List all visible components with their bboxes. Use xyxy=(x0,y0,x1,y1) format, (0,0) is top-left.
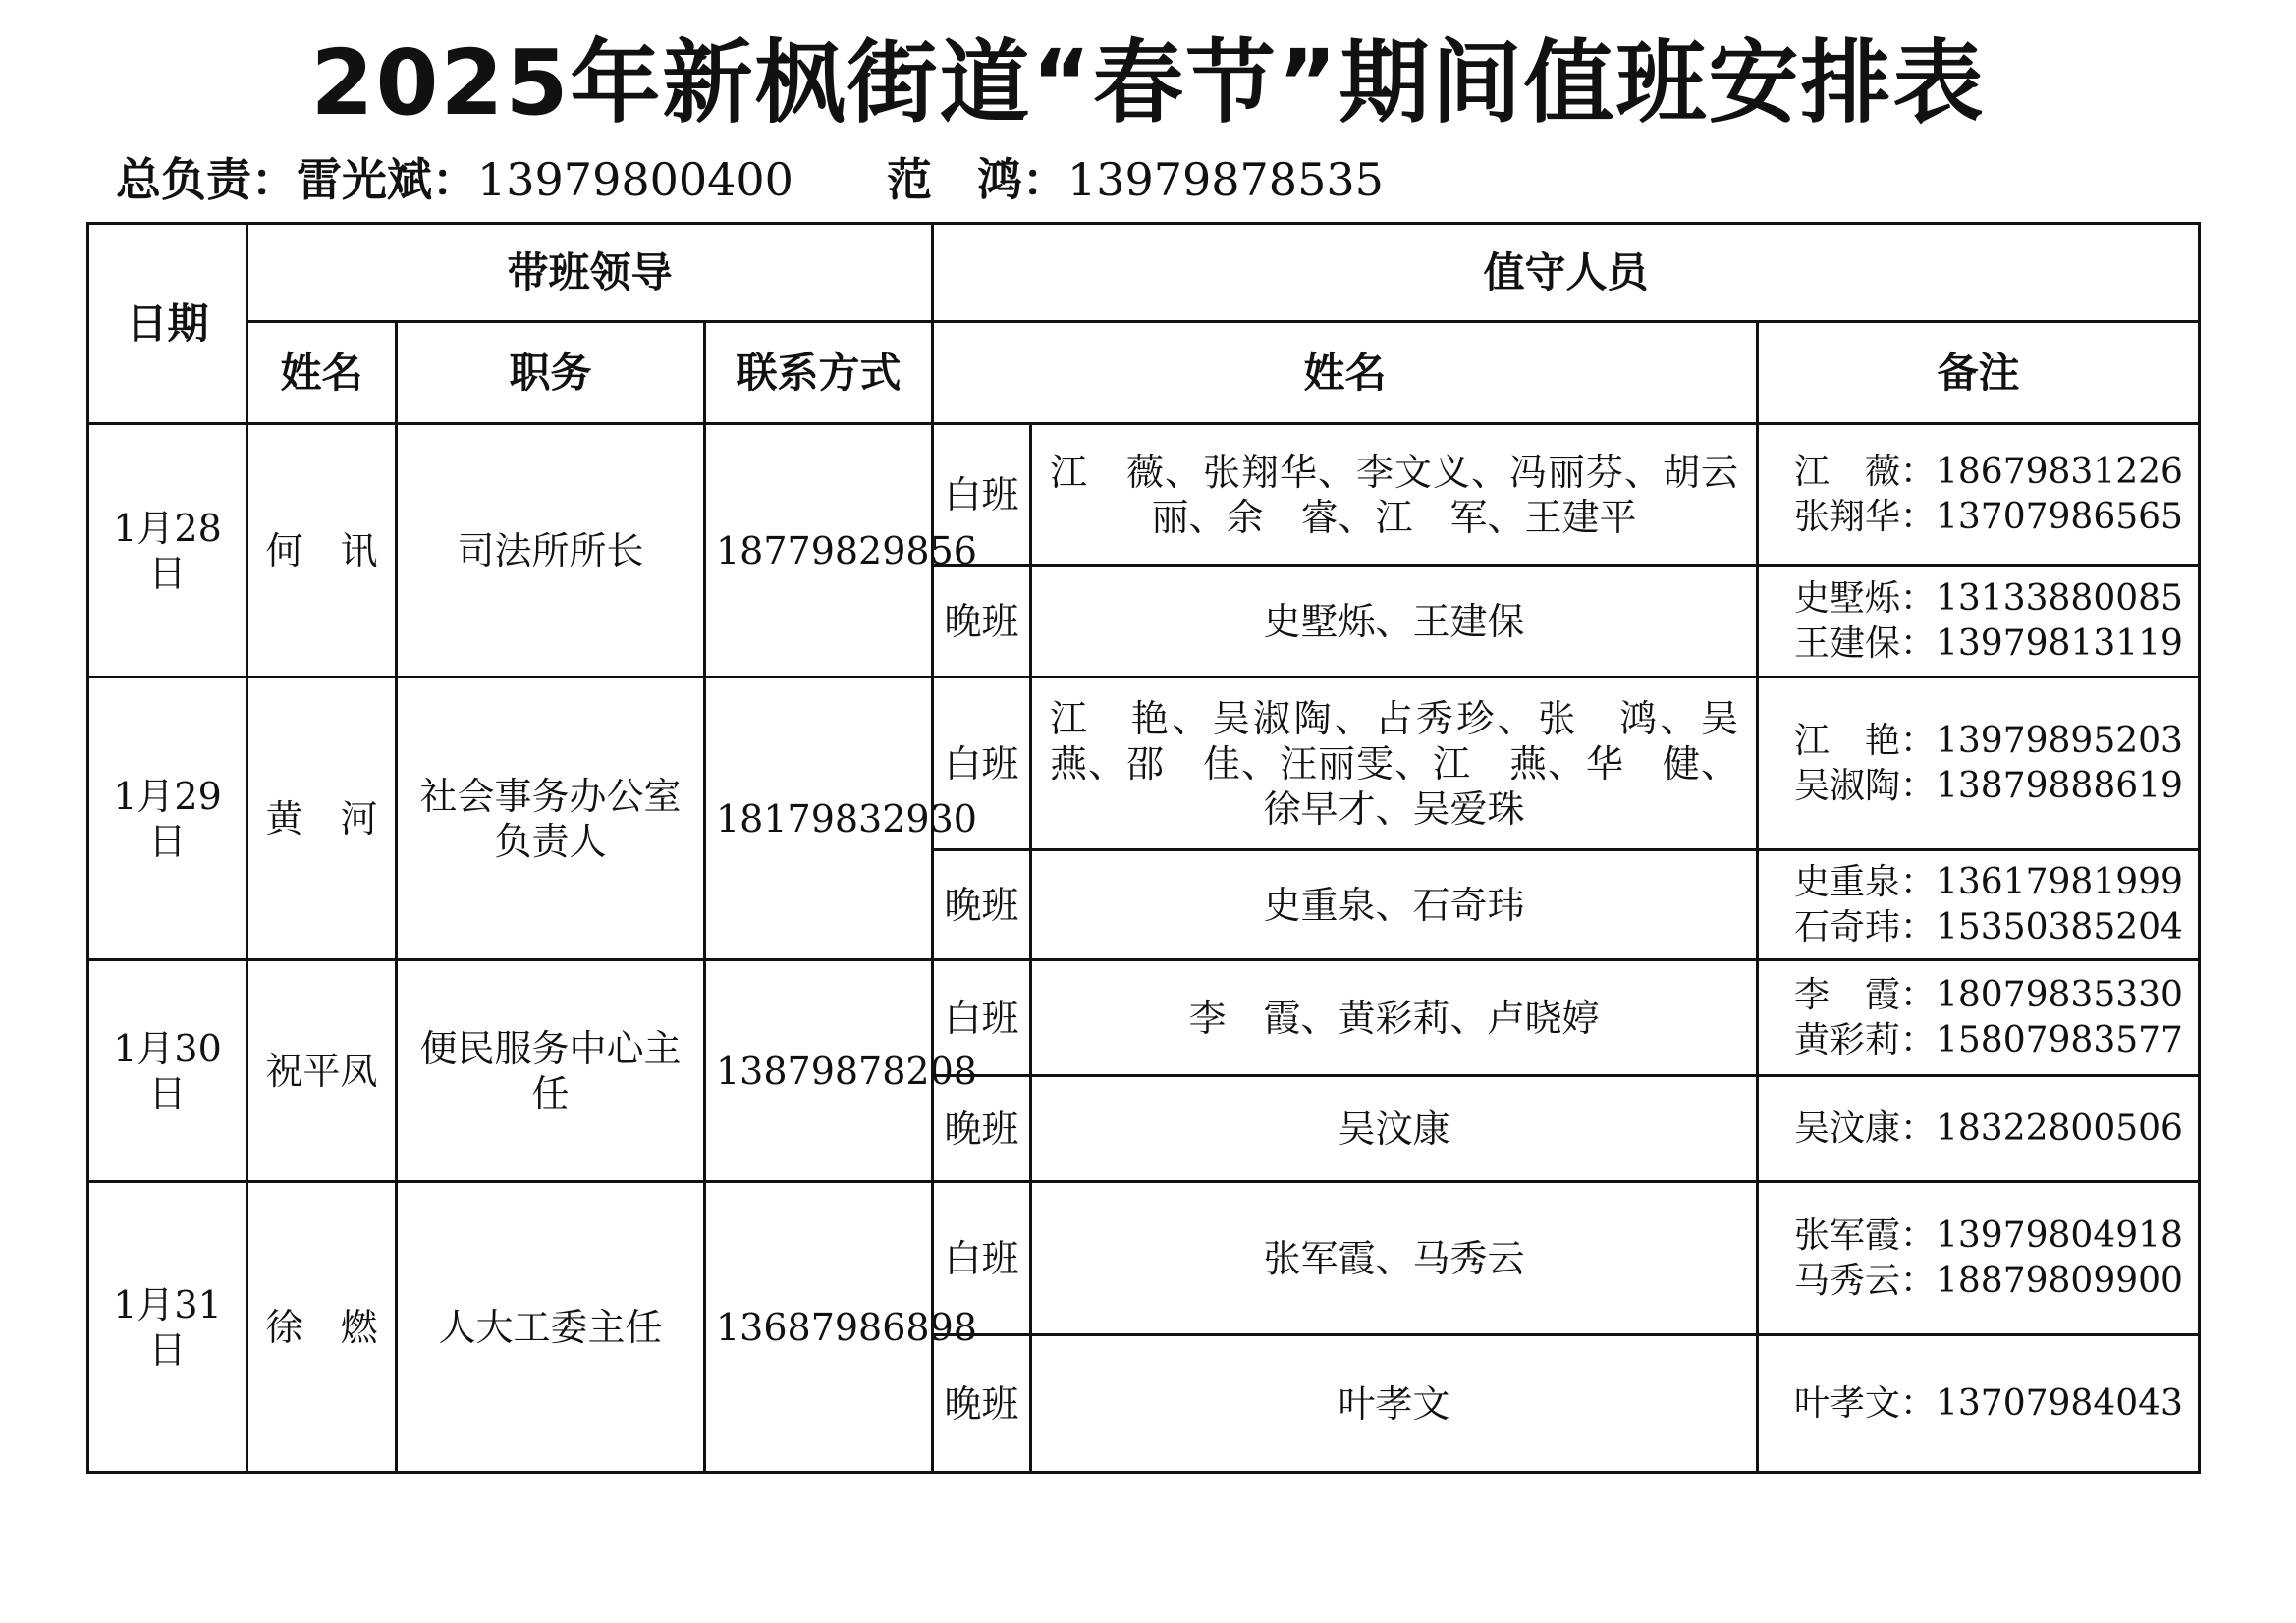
note-line: 江 薇：18679831226 xyxy=(1794,451,2183,492)
row-leader-name: 何 讯 xyxy=(247,424,397,677)
table-row xyxy=(88,424,2200,566)
night-shift-notes xyxy=(1758,1335,2200,1473)
page-title: 2025年新枫街道“春节”期间值班安排表 xyxy=(310,30,1986,135)
day-shift-names: 李 霞、黄彩莉、卢晓婷 xyxy=(1031,960,1758,1076)
note-line: 张军霞：13979804918 xyxy=(1794,1215,2183,1256)
shift-label-night: 晚班 xyxy=(933,566,1031,677)
chief-1-phone: 13979800400 xyxy=(477,153,793,206)
day-shift-notes xyxy=(1758,424,2200,566)
table-row xyxy=(88,960,2200,1076)
table-row xyxy=(88,1182,2200,1335)
shift-label-day: 白班 xyxy=(933,960,1031,1076)
chief-label: 总负责： xyxy=(116,153,297,206)
row-leader-post: 社会事务办公室负责人 xyxy=(397,677,705,960)
row-leader-contact: 18779829856 xyxy=(705,424,933,677)
duty-schedule-table xyxy=(86,222,2201,1474)
chief-2-phone: 13979878535 xyxy=(1066,153,1384,206)
chief-2-name: 范 鸿： xyxy=(886,153,1067,206)
row-leader-post: 人大工委主任 xyxy=(397,1182,705,1473)
night-shift-notes xyxy=(1758,566,2200,677)
day-shift-names: 张军霞、马秀云 xyxy=(1031,1182,1758,1335)
header-lead-group: 带班领导 xyxy=(247,224,933,322)
day-shift-notes xyxy=(1758,960,2200,1076)
row-leader-contact: 13687986898 xyxy=(705,1182,933,1473)
night-shift-names: 史重泉、石奇玮 xyxy=(1031,850,1758,960)
note-line: 马秀云：18879809900 xyxy=(1794,1260,2183,1301)
row-date: 1月31日 xyxy=(88,1182,247,1473)
night-shift-names: 史墅烁、王建保 xyxy=(1031,566,1758,677)
note-line: 黄彩莉：15807983577 xyxy=(1794,1019,2183,1060)
note-line: 江 艳：13979895203 xyxy=(1794,720,2183,761)
shift-label-day: 白班 xyxy=(933,424,1031,566)
night-shift-names: 叶孝文 xyxy=(1031,1335,1758,1473)
shift-label-night: 晚班 xyxy=(933,1335,1031,1473)
night-shift-notes xyxy=(1758,850,2200,960)
header-lead-contact: 联系方式 xyxy=(705,322,933,424)
shift-label-night: 晚班 xyxy=(933,850,1031,960)
note-line: 吴汶康：18322800506 xyxy=(1794,1108,2183,1149)
chief-1-name: 雷光斌： xyxy=(297,153,477,206)
note-line: 吴淑陶：13879888619 xyxy=(1794,765,2183,806)
day-shift-names: 江 薇、张翔华、李文义、冯丽芬、胡云丽、余 睿、江 军、王建平 xyxy=(1031,424,1758,566)
row-date: 1月28日 xyxy=(88,424,247,677)
night-shift-notes xyxy=(1758,1076,2200,1182)
chief-leaders-line xyxy=(116,145,1384,214)
header-date: 日期 xyxy=(88,224,247,424)
note-line: 王建保：13979813119 xyxy=(1794,622,2183,664)
header-duty-group: 值守人员 xyxy=(933,224,2200,322)
note-line: 李 霞：18079835330 xyxy=(1794,974,2183,1015)
row-date: 1月29日 xyxy=(88,677,247,960)
shift-label-day: 白班 xyxy=(933,1182,1031,1335)
row-date: 1月30日 xyxy=(88,960,247,1182)
row-leader-contact: 13879878208 xyxy=(705,960,933,1182)
table-row xyxy=(88,677,2200,850)
day-shift-notes xyxy=(1758,1182,2200,1335)
night-shift-names: 吴汶康 xyxy=(1031,1076,1758,1182)
row-leader-name: 祝平凤 xyxy=(247,960,397,1182)
row-leader-contact: 18179832930 xyxy=(705,677,933,960)
header-lead-post: 职务 xyxy=(397,322,705,424)
header-duty-name: 姓名 xyxy=(933,322,1758,424)
note-line: 叶孝文：13707984043 xyxy=(1794,1382,2183,1424)
shift-label-day: 白班 xyxy=(933,677,1031,850)
day-shift-names: 江 艳、吴淑陶、占秀珍、张 鸿、吴燕、邵 佳、汪丽雯、江 燕、华 健、徐早才、吴爱珠 xyxy=(1031,677,1758,850)
day-shift-notes xyxy=(1758,677,2200,850)
note-line: 石奇玮：15350385204 xyxy=(1794,906,2183,947)
note-line: 张翔华：13707986565 xyxy=(1794,496,2183,537)
row-leader-name: 黄 河 xyxy=(247,677,397,960)
row-leader-post: 司法所所长 xyxy=(397,424,705,677)
row-leader-name: 徐 燃 xyxy=(247,1182,397,1473)
shift-label-night: 晚班 xyxy=(933,1076,1031,1182)
header-lead-name: 姓名 xyxy=(247,322,397,424)
header-duty-note: 备注 xyxy=(1758,322,2200,424)
row-leader-post: 便民服务中心主任 xyxy=(397,960,705,1182)
note-line: 史重泉：13617981999 xyxy=(1794,861,2183,902)
note-line: 史墅烁：13133880085 xyxy=(1794,577,2183,619)
